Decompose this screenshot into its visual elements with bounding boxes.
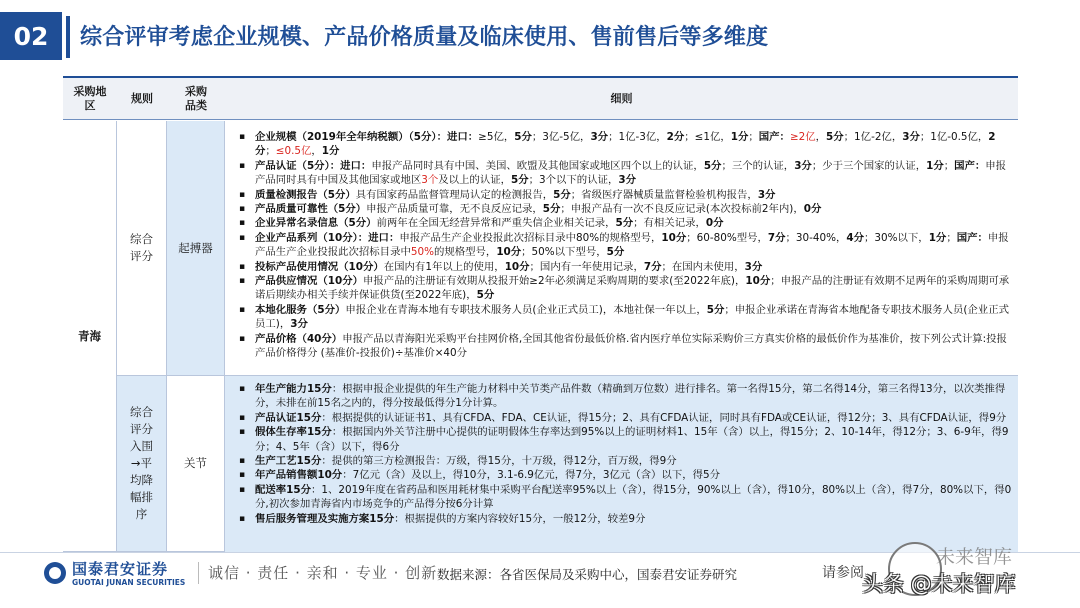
company-logo-icon xyxy=(44,562,66,584)
category-cell-row-1: 起搏器 xyxy=(167,121,225,376)
criteria-bold-text: 企业异常名录信息（5分） xyxy=(255,217,377,230)
criteria-item xyxy=(239,130,1012,159)
criteria-bold-text: 售后服务管理及实施方案15分 xyxy=(255,512,395,525)
criteria-text: ；1亿-2亿， xyxy=(843,131,903,143)
criteria-table xyxy=(63,76,1018,550)
criteria-bold-text: 5分 xyxy=(606,246,625,259)
criteria-bold-text: 假体生存率15分 xyxy=(255,426,332,439)
criteria-text: 申报产品质量可靠，无不良反应记录， xyxy=(366,203,543,216)
criteria-bold-text: 投标产品使用情况（10分） xyxy=(255,260,384,273)
section-number-badge: 02 xyxy=(0,12,62,60)
criteria-bold-text: 10分 xyxy=(496,246,522,259)
criteria-bold-text: 4分 xyxy=(846,231,865,244)
column-header-rule: 规则 xyxy=(131,92,153,105)
watermark-text-bottom: 头条 @未来智库 xyxy=(862,572,1016,596)
criteria-highlight-text: 3个 xyxy=(421,174,439,187)
criteria-bold-text: 进口： xyxy=(340,159,372,172)
criteria-text: ；1亿-0.5亿， xyxy=(919,131,989,143)
criteria-bold-text: 0分 xyxy=(705,217,724,230)
criteria-bold-text: 10分 xyxy=(661,231,687,244)
criteria-text: ；3亿-5亿， xyxy=(531,131,591,143)
criteria-bold-text: 3分 xyxy=(902,131,920,143)
watermark-text-top: 未来智库 xyxy=(936,546,1013,568)
criteria-bold-text: 2分 xyxy=(255,131,996,158)
criteria-text: ；1亿-3亿， xyxy=(608,131,667,143)
criteria-text: ；申报产品有一次不良反应记录(本次投标前2年内)， xyxy=(560,203,804,216)
criteria-bold-text: 5分 xyxy=(615,217,634,230)
criteria-bold-text: 产品质量可靠性（5分） xyxy=(255,203,367,216)
criteria-text: ， xyxy=(815,131,827,143)
footer-separator xyxy=(198,562,199,584)
criteria-bold-text: 1分 xyxy=(321,145,340,158)
criteria-text: ； xyxy=(946,231,957,244)
criteria-text: ；申报产品的注册证有效期不足两年的采购周期可承诺后期续办相关手续并保证供货(至2022年底)， xyxy=(255,275,1010,302)
criteria-bold-text: 配送率15分 xyxy=(255,483,312,496)
criteria-bold-text: 1分 xyxy=(926,159,944,172)
rule-cell-row-1: 综合评分 xyxy=(117,121,167,376)
criteria-text: 及以上的认证， xyxy=(438,174,511,187)
criteria-text: 的规格型号， xyxy=(433,246,497,259)
criteria-bold-text: 国产： xyxy=(954,159,986,172)
criteria-bold-text: 5分 xyxy=(553,188,571,201)
detail-list-row-1 xyxy=(239,130,1012,361)
criteria-bold-text: 国产： xyxy=(956,231,988,244)
criteria-item xyxy=(239,216,1012,230)
criteria-bold-text: 3分 xyxy=(290,318,308,331)
criteria-text: 具有国家药品监督管理局认定的检测报告， xyxy=(355,188,554,201)
criteria-item xyxy=(239,411,1012,425)
criteria-text: ；30%以下， xyxy=(864,231,929,244)
criteria-bold-text: 产品认证15分 xyxy=(255,411,322,424)
criteria-item xyxy=(239,274,1012,303)
criteria-bold-text: 5分 xyxy=(826,131,844,143)
criteria-item xyxy=(239,468,1012,482)
criteria-text: 申报产品生产企业投报此次招标目录中80%的规格型号， xyxy=(399,231,662,244)
criteria-bold-text: 产品供应情况（10分） xyxy=(255,275,363,288)
criteria-item xyxy=(239,231,1012,260)
criteria-item xyxy=(239,512,1012,526)
criteria-bold-text: 3分 xyxy=(794,159,812,172)
detail-list-row-2 xyxy=(239,382,1012,526)
criteria-text: ；50%以下型号， xyxy=(521,246,607,259)
criteria-item xyxy=(239,382,1012,411)
criteria-text: ；有相关记录， xyxy=(633,217,706,230)
criteria-text: ：1、2019年度在省药品和医用耗材集中采购平台配送率95%以上（含），得15分，90%以上（含），得10分，80%以上（含），得7分，80%以下，得0分,初次参加青海省内市场竞争的产品得分按6分计算 xyxy=(255,483,1012,511)
criteria-text: ；少于三个国家的认证， xyxy=(811,159,927,172)
criteria-bold-text: 5分 xyxy=(476,289,495,302)
criteria-text: 申报产品以青海阳光采购平台挂网价格,全国其他省份最低价格.省内医疗单位实际采购价三方真实价格的最低价作为基准价，按下列公式计算:投报产品价格得分 (基准价-投报价)÷基准价×40分 xyxy=(255,332,1007,360)
criteria-bold-text: 企业产品系列（10分）： xyxy=(255,231,369,244)
criteria-bold-text: 3分 xyxy=(590,131,609,143)
criteria-text: ；申报企业承诺在青海省本地配备专职技术服务人员(企业正式员工)， xyxy=(255,303,1009,331)
category-cell-row-2: 关节 xyxy=(167,376,225,552)
criteria-bold-text: 进口： xyxy=(447,131,479,143)
criteria-text: ； xyxy=(265,145,276,158)
criteria-text: ； xyxy=(748,131,759,143)
criteria-bold-text: 3分 xyxy=(757,188,776,201)
criteria-bold-text: 1分 xyxy=(928,231,947,244)
data-source-note: 数据来源：各省医保局及采购中心，国泰君安证券研究 xyxy=(437,567,738,582)
criteria-text: ：7亿元（含）及以上，得10分，3.1-6.9亿元，得7分，3亿元（含）以下，得5分 xyxy=(342,469,720,482)
criteria-bold-text: 5分 xyxy=(703,159,722,172)
criteria-bold-text: 年产品销售额10分 xyxy=(255,469,343,482)
company-logo-text: 国泰君安证券 xyxy=(72,560,169,578)
criteria-bold-text: 产品认证（5分）： xyxy=(255,159,341,172)
criteria-bold-text: 国产： xyxy=(758,131,790,143)
criteria-text: ；三个的认证， xyxy=(721,159,795,172)
criteria-highlight-text: ≤0.5亿 xyxy=(275,145,312,158)
criteria-bold-text: 5分 xyxy=(706,303,725,316)
criteria-text: ；省级医疗器械质量监督检验机构报告， xyxy=(570,188,758,201)
criteria-bold-text: 质量检测报告（5分） xyxy=(255,188,356,201)
criteria-text: 申报产品同时具有中国、美国、欧盟及其他国家或地区四个以上的认证， xyxy=(371,159,704,172)
criteria-text: 申报企业在青海本地有专职技术服务人员(企业正式员工)，本地社保一年以上， xyxy=(345,303,707,316)
criteria-text: ：根据提供的方案内容较好15分，一般12分，较差9分 xyxy=(394,512,646,525)
criteria-highlight-text: 50% xyxy=(410,246,434,259)
criteria-item xyxy=(239,483,1012,512)
criteria-text: 申报产品同时具有中国及其他国家或地区 xyxy=(255,159,1007,187)
criteria-item xyxy=(239,454,1012,468)
criteria-bold-text: 5分 xyxy=(511,174,529,187)
criteria-item xyxy=(239,425,1012,454)
criteria-bold-text: 7分 xyxy=(767,231,786,244)
criteria-item xyxy=(239,188,1012,202)
criteria-bold-text: 1分 xyxy=(730,131,749,143)
criteria-text: ：根据提供的认证证书1、具有CFDA、FDA、CE认证，得15分；2、具有CFDA认证，同时具有FDA或CE认证，得12分；3、具有CFDA认证，得9分 xyxy=(321,411,1007,424)
criteria-bold-text: 5分 xyxy=(542,203,561,216)
table-header xyxy=(63,78,1018,120)
criteria-text: ；≤1亿， xyxy=(684,131,731,143)
rule-cell-row-2: 综合评分入围→平均降幅排序 xyxy=(117,376,167,552)
detail-cell-row-2 xyxy=(225,376,1018,552)
criteria-text: ≥5亿， xyxy=(478,131,515,143)
company-logo-english: GUOTAI JUNAN SECURITIES xyxy=(72,578,186,587)
criteria-text: ；在国内未使用， xyxy=(661,260,745,273)
column-header-detail: 细则 xyxy=(610,92,633,105)
criteria-text: ；国内有一年使用记录， xyxy=(529,260,644,273)
criteria-text: 申报产品生产企业投报此次招标目录中 xyxy=(255,231,1009,259)
criteria-text: ：根据申报企业提供的年生产能力材料中关节类产品件数（精确到万位数）进行排名。第一名得15分，第二名得14分，第三名得13分，以次类推得分，未排在前15名之内的，得分按最低得分1分计算。 xyxy=(255,383,1006,410)
criteria-text: ：提供的第三方检测报告：万级，得15分，十万级，得12分，百万级，得9分 xyxy=(321,455,677,468)
company-motto: 诚信 · 责任 · 亲和 · 专业 · 创新 xyxy=(208,564,438,582)
column-header-region: 采购地区 xyxy=(73,85,107,112)
criteria-bold-text: 10分 xyxy=(504,260,530,273)
criteria-text: ；30-40%， xyxy=(785,231,847,244)
criteria-bold-text: 3分 xyxy=(744,260,763,273)
criteria-bold-text: 产品价格（40分） xyxy=(255,332,343,345)
criteria-text: ；60-80%型号， xyxy=(686,231,768,244)
criteria-bold-text: 进口： xyxy=(368,231,400,244)
criteria-bold-text: 年生产能力15分 xyxy=(255,383,332,395)
criteria-bold-text: 企业规模（2019年全年纳税额）（5分）： xyxy=(255,131,447,143)
criteria-text: 在国内有1年以上的使用， xyxy=(383,260,505,273)
criteria-item xyxy=(239,332,1012,361)
criteria-text: ：根据国内外关节注册中心提供的证明假体生存率达到95%以上的证明材料1、15年（含）以上，得15分；2、10-14年，得12分；3、6-9年，得9分；4、5年（含）以下，得6分 xyxy=(255,426,1009,453)
detail-cell-row-1 xyxy=(225,128,1018,376)
criteria-text: ； xyxy=(943,159,955,172)
criteria-bold-text: 本地化服务（5分） xyxy=(255,303,346,316)
criteria-bold-text: 0分 xyxy=(803,203,822,216)
column-header-category: 采购品类 xyxy=(185,85,207,112)
criteria-bold-text: 7分 xyxy=(643,260,662,273)
criteria-bold-text: 5分 xyxy=(514,131,532,143)
criteria-item xyxy=(239,260,1012,274)
criteria-highlight-text: ≥2亿 xyxy=(789,131,816,143)
page-title: 综合评审考虑企业规模、产品价格质量及临床使用、售前售后等多维度 xyxy=(80,25,769,50)
criteria-item xyxy=(239,159,1012,188)
criteria-text: 前两年在全国无经营异常和严重失信企业相关记录， xyxy=(376,217,616,230)
criteria-text: ， xyxy=(311,145,322,158)
header-divider xyxy=(66,16,70,58)
criteria-item xyxy=(239,202,1012,216)
criteria-bold-text: 生产工艺15分 xyxy=(255,455,322,468)
criteria-text: 申报产品的注册证有效期从投报开始≥2年必须满足采购周期的要求(至2022年底)， xyxy=(362,275,746,288)
criteria-bold-text: 3分 xyxy=(618,174,636,187)
criteria-text: ；3个以下的认证， xyxy=(528,174,619,187)
disclaimer-link[interactable]: 请参阅 xyxy=(822,565,864,581)
region-cell: 青海 xyxy=(63,121,117,552)
criteria-bold-text: 10分 xyxy=(745,275,771,288)
criteria-bold-text: 2分 xyxy=(666,131,685,143)
criteria-item xyxy=(239,303,1012,332)
